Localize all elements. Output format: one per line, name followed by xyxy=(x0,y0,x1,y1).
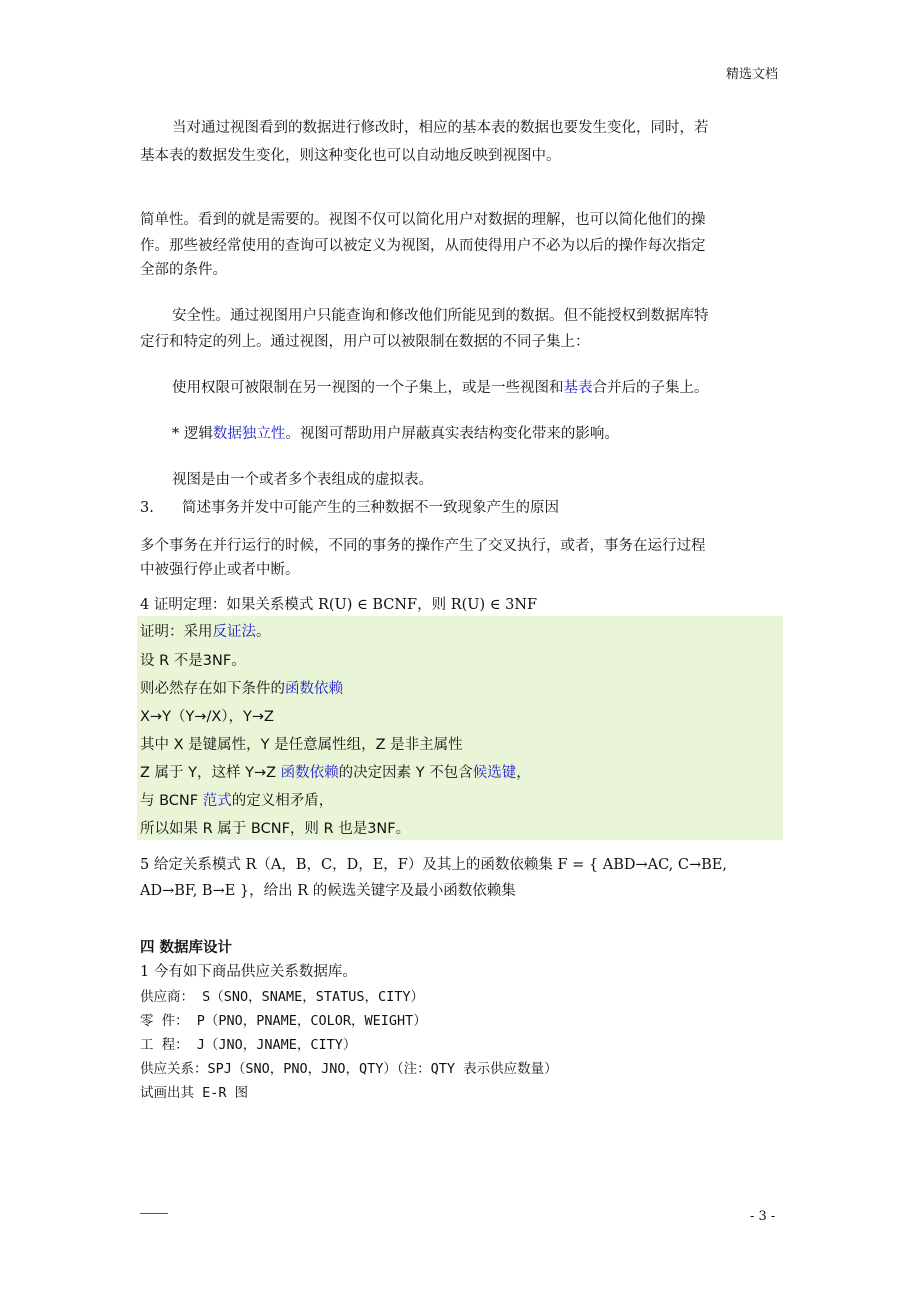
proof-line xyxy=(140,679,343,700)
text-span: 与 BCNF xyxy=(140,793,203,809)
text-span: 使用权限可被限制在另一视图的一个子集上，或是一些视图和 xyxy=(172,380,564,396)
text-span: 。 xyxy=(256,624,271,640)
paragraph-line xyxy=(172,378,709,399)
section-intro: 1 今有如下商品供应关系数据库。 xyxy=(140,964,357,980)
paragraph-line: 全部的条件。 xyxy=(140,262,227,278)
proof-line: X→Y（Y→/X），Y→Z xyxy=(140,709,274,725)
paragraph-line: 作。那些被经常使用的查询可以被定义为视图，从而使得用户不必为以后的操作每次指定 xyxy=(140,238,706,254)
text-span: 合并后的子集上。 xyxy=(592,380,709,396)
section-heading: 四 数据库设计 xyxy=(140,940,233,956)
proof-line: 其中 X 是键属性，Y 是任意属性组，Z 是非主属性 xyxy=(140,737,463,753)
page-header: 精选文档 xyxy=(726,67,779,82)
question-5-line: 5 给定关系模式 R（A，B，C，D，E，F）及其上的函数依赖集 F = { ABD→AC, C→BE, xyxy=(140,857,727,873)
question-4-title: 4 证明定理：如果关系模式 R(U) ∈ BCNF，则 R(U) ∈ 3NF xyxy=(140,597,538,613)
proof-line: 所以如果 R 属于 BCNF，则 R 也是3NF。 xyxy=(140,821,411,837)
proof-line: 设 R 不是3NF。 xyxy=(140,653,246,669)
page-number: - 3 - xyxy=(750,1209,776,1224)
paragraph-line: 基本表的数据发生变化，则这种变化也可以自动地反映到视图中。 xyxy=(140,148,561,164)
text-span: 证明：采用 xyxy=(140,624,213,640)
schema-row: 工 程： J（JNO，JNAME，CITY） xyxy=(140,1037,357,1053)
link-proof-by-contradiction[interactable]: 反证法 xyxy=(212,624,256,640)
text-span: 的决定因素 Y 不包含 xyxy=(338,765,473,781)
proof-line xyxy=(140,763,531,784)
paragraph-line: 当对通过视图看到的数据进行修改时，相应的基本表的数据也要发生变化，同时，若 xyxy=(172,120,709,136)
schema-row: 供应关系：SPJ（SNO，PNO，JNO，QTY）（注：QTY 表示供应数量） xyxy=(140,1061,558,1077)
schema-row: 零 件： P（PNO，PNAME，COLOR，WEIGHT） xyxy=(140,1013,427,1029)
question-5-line: AD→BF, B→E }，给出 R 的候选关键字及最小函数依赖集 xyxy=(140,883,516,899)
paragraph-line: 定行和特定的列上。通过视图，用户可以被限制在数据的不同子集上： xyxy=(140,334,590,350)
schema-row: 供应商： S（SNO，SNAME，STATUS，CITY） xyxy=(140,989,425,1005)
question-3-number: 3. xyxy=(140,500,154,516)
paragraph-line xyxy=(172,424,619,445)
link-functional-dependency[interactable]: 函数依赖 xyxy=(280,765,339,781)
answer-line: 中被强行停止或者中断。 xyxy=(140,562,300,578)
paragraph-line: 安全性。通过视图用户只能查询和修改他们所能见到的数据。但不能授权到数据库特 xyxy=(172,308,709,324)
text-span: 。视图可帮助用户屏蔽真实表结构变化带来的影响。 xyxy=(285,426,619,442)
link-normal-form[interactable]: 范式 xyxy=(202,793,232,809)
footer-dash: ___ xyxy=(140,1200,157,1213)
link-candidate-key[interactable]: 候选键 xyxy=(472,765,517,781)
paragraph-line: 简单性。看到的就是需要的。视图不仅可以简化用户对数据的理解，也可以简化他们的操 xyxy=(140,212,706,228)
text-span: Z 属于 Y，这样 Y→Z xyxy=(140,765,281,781)
answer-line: 多个事务在并行运行的时候，不同的事务的操作产生了交叉执行，或者，事务在运行过程 xyxy=(140,538,706,554)
link-data-independence[interactable]: 数据独立性 xyxy=(212,426,286,442)
text-span: ， xyxy=(516,765,531,781)
proof-line xyxy=(140,622,271,643)
link-base-table[interactable]: 基表 xyxy=(563,380,593,396)
link-functional-dependency[interactable]: 函数依赖 xyxy=(285,681,343,697)
footer-rule xyxy=(140,1213,168,1214)
section-task: 试画出其 E-R 图 xyxy=(140,1085,249,1101)
text-span: 的定义相矛盾， xyxy=(231,793,334,809)
proof-line xyxy=(140,791,333,812)
text-span: * 逻辑 xyxy=(172,426,213,442)
text-span: 则必然存在如下条件的 xyxy=(140,681,285,697)
question-3-title: 简述事务并发中可能产生的三种数据不一致现象产生的原因 xyxy=(182,500,559,516)
paragraph-line: 视图是由一个或者多个表组成的虚拟表。 xyxy=(172,472,433,488)
